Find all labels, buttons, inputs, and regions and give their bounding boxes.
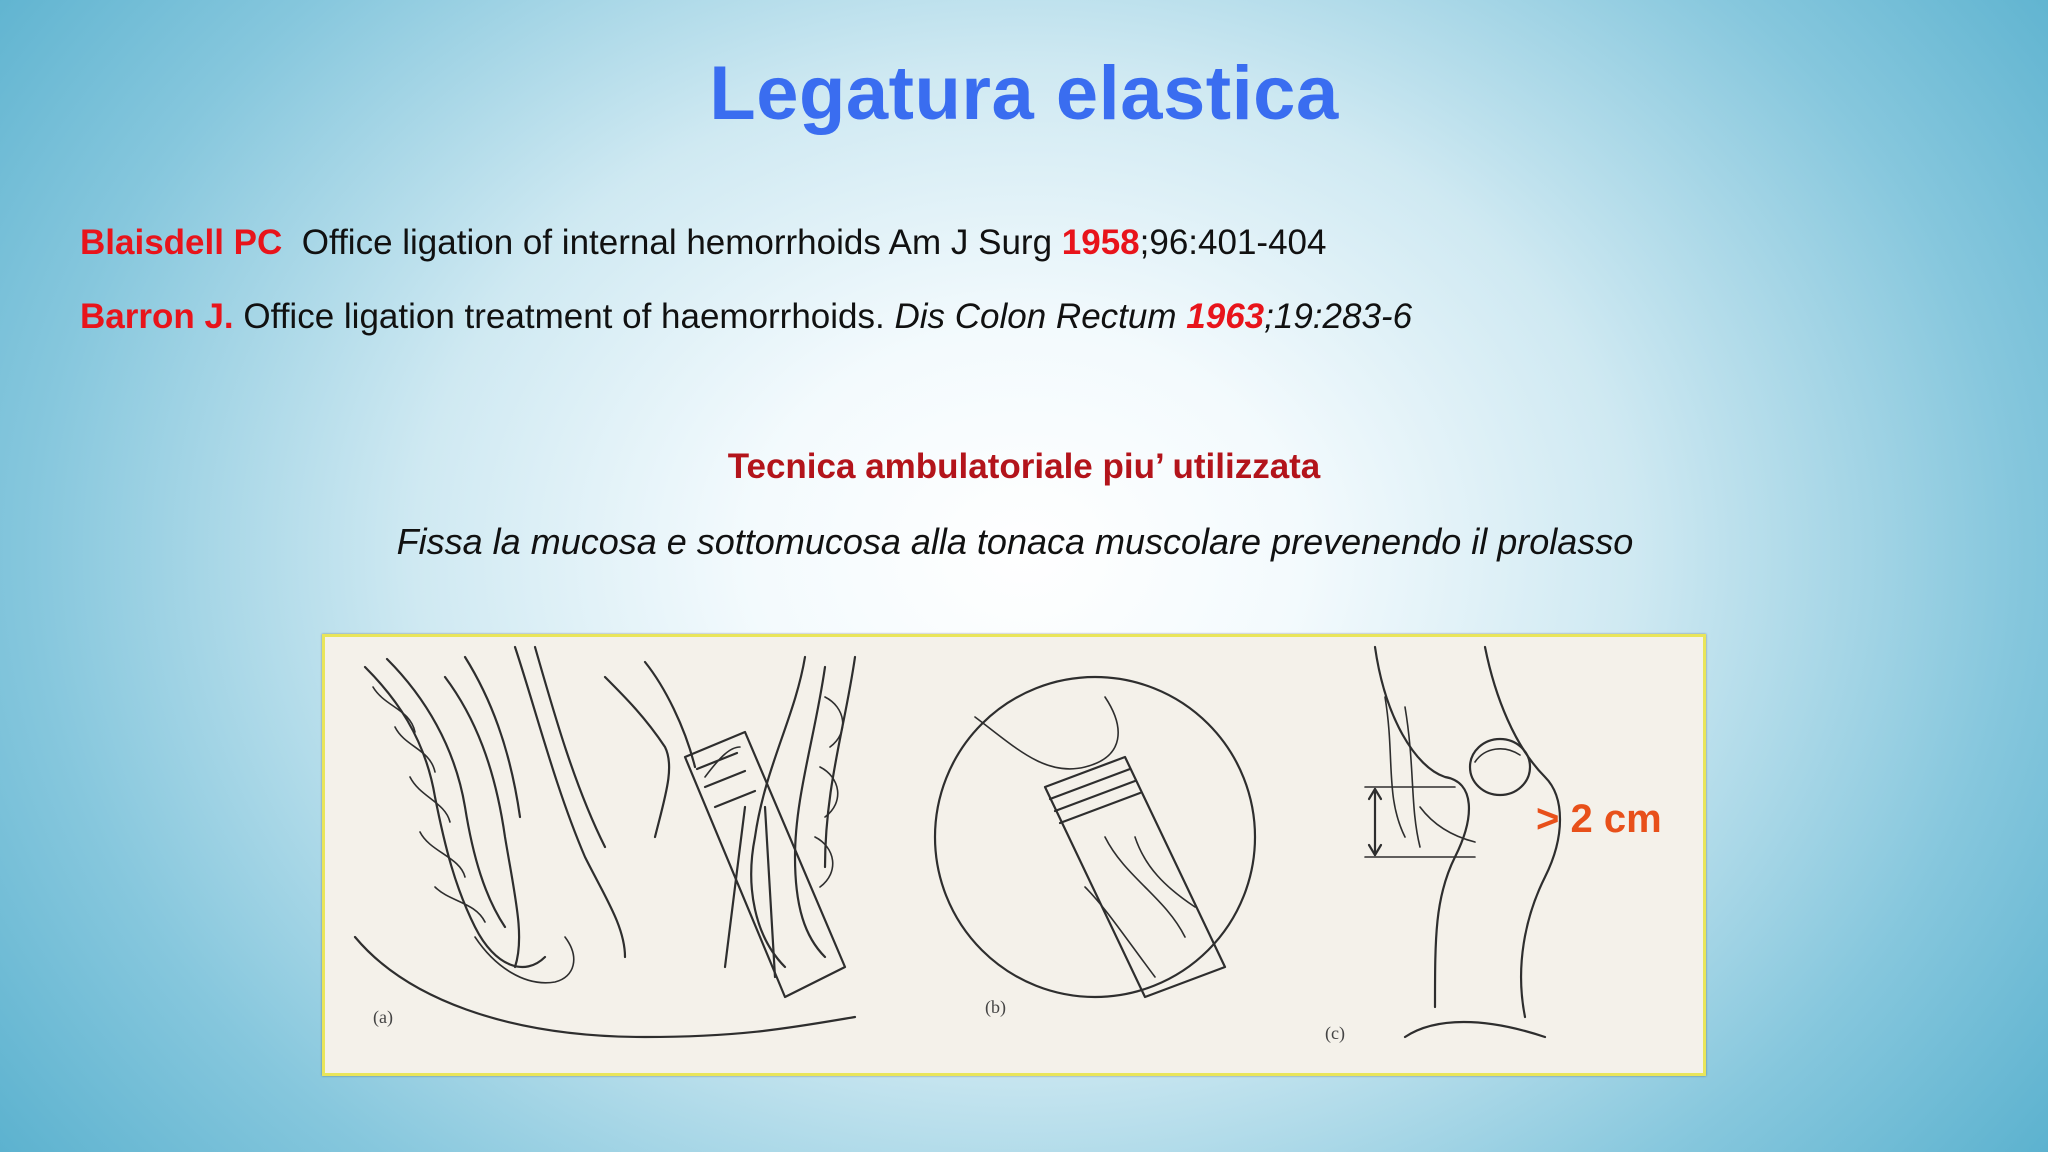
panel-label-b: (b) — [985, 997, 1006, 1017]
reference-text: Office ligation treatment of haemorrhoids. — [243, 297, 885, 336]
panel-c-drawing — [1365, 647, 1560, 1037]
reference-blaisdell — [80, 223, 1326, 263]
panel-b-drawing — [935, 677, 1255, 997]
reference-text: Office ligation of internal hemorrhoids Am J Surg — [301, 223, 1053, 262]
reference-year: 1963 — [1186, 297, 1265, 336]
reference-journal: Dis Colon Rectum — [894, 297, 1177, 336]
reference-author: Barron J. — [80, 297, 234, 336]
section-description: Fissa la mucosa e sottomucosa alla tonaca muscolare prevenendo il prolasso — [396, 521, 1634, 562]
ligation-illustration — [322, 634, 1706, 1076]
section-subtitle: Tecnica ambulatoriale piu’ utilizzata — [727, 447, 1321, 486]
measure-label: > 2 cm — [1536, 797, 1662, 841]
reference-author: Blaisdell PC — [80, 223, 283, 262]
panel-a-drawing — [355, 647, 855, 1037]
reference-tail: ;96:401-404 — [1139, 223, 1327, 262]
reference-tail: ;19:283-6 — [1264, 297, 1413, 336]
panel-label-a: (a) — [373, 1007, 393, 1027]
panel-label-c: (c) — [1325, 1023, 1345, 1043]
slide-title: Legatura elastica — [709, 51, 1339, 136]
illustration-drawing — [325, 637, 1703, 1073]
reference-barron — [80, 297, 1412, 337]
reference-year: 1958 — [1061, 223, 1140, 262]
